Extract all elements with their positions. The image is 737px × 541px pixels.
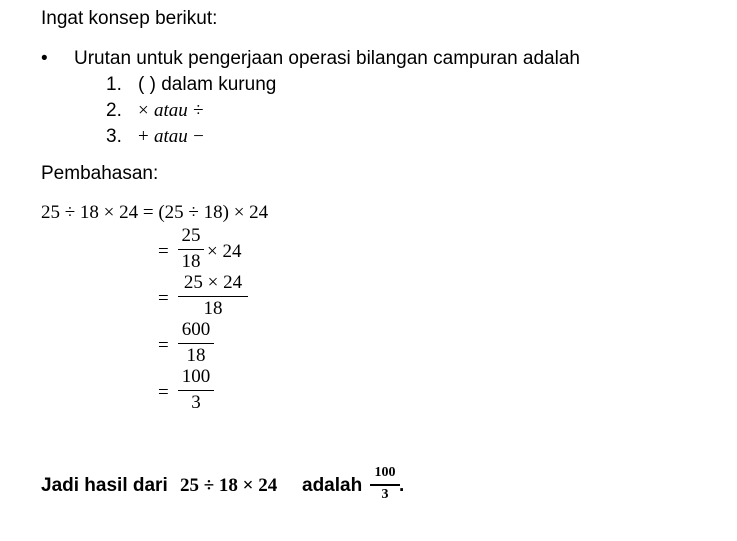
intro-text: Ingat konsep berikut: xyxy=(41,8,218,29)
bullet-text: Urutan untuk pengerjaan operasi bilangan campuran adalah xyxy=(74,48,580,69)
conclusion-period: . xyxy=(399,475,405,496)
equals-sign-4: = xyxy=(158,335,169,356)
list-item-2-text: × atau ÷ xyxy=(138,100,204,121)
list-item-1-text: ( ) dalam kurung xyxy=(138,74,277,95)
bullet-dot: • xyxy=(41,48,48,69)
conclusion-expression: 25 ÷ 18 × 24 xyxy=(180,475,278,496)
list-item-2-number: 2. xyxy=(106,100,122,121)
answer-fraction: 100 3 xyxy=(370,465,400,505)
equals-sign-5: = xyxy=(158,382,169,403)
times-24: × 24 xyxy=(207,241,242,262)
fraction-25-over-18: 25 18 xyxy=(178,226,204,272)
equals-sign-2: = xyxy=(158,241,169,262)
list-item-1-number: 1. xyxy=(106,74,122,95)
fraction-600-over-18: 600 18 xyxy=(178,320,214,366)
section-title: Pembahasan: xyxy=(41,163,159,184)
fraction-100-over-3: 100 3 xyxy=(178,367,214,413)
equation-line-1: 25 ÷ 18 × 24 = (25 ÷ 18) × 24 xyxy=(41,202,269,223)
conclusion-middle: adalah xyxy=(302,475,363,496)
equals-sign-3: = xyxy=(158,288,169,309)
list-item-3-number: 3. xyxy=(106,126,122,147)
conclusion-prefix: Jadi hasil dari xyxy=(41,475,168,496)
list-item-3-text: + atau − xyxy=(138,126,204,147)
fraction-25x24-over-18: 25 × 24 18 xyxy=(178,273,248,319)
